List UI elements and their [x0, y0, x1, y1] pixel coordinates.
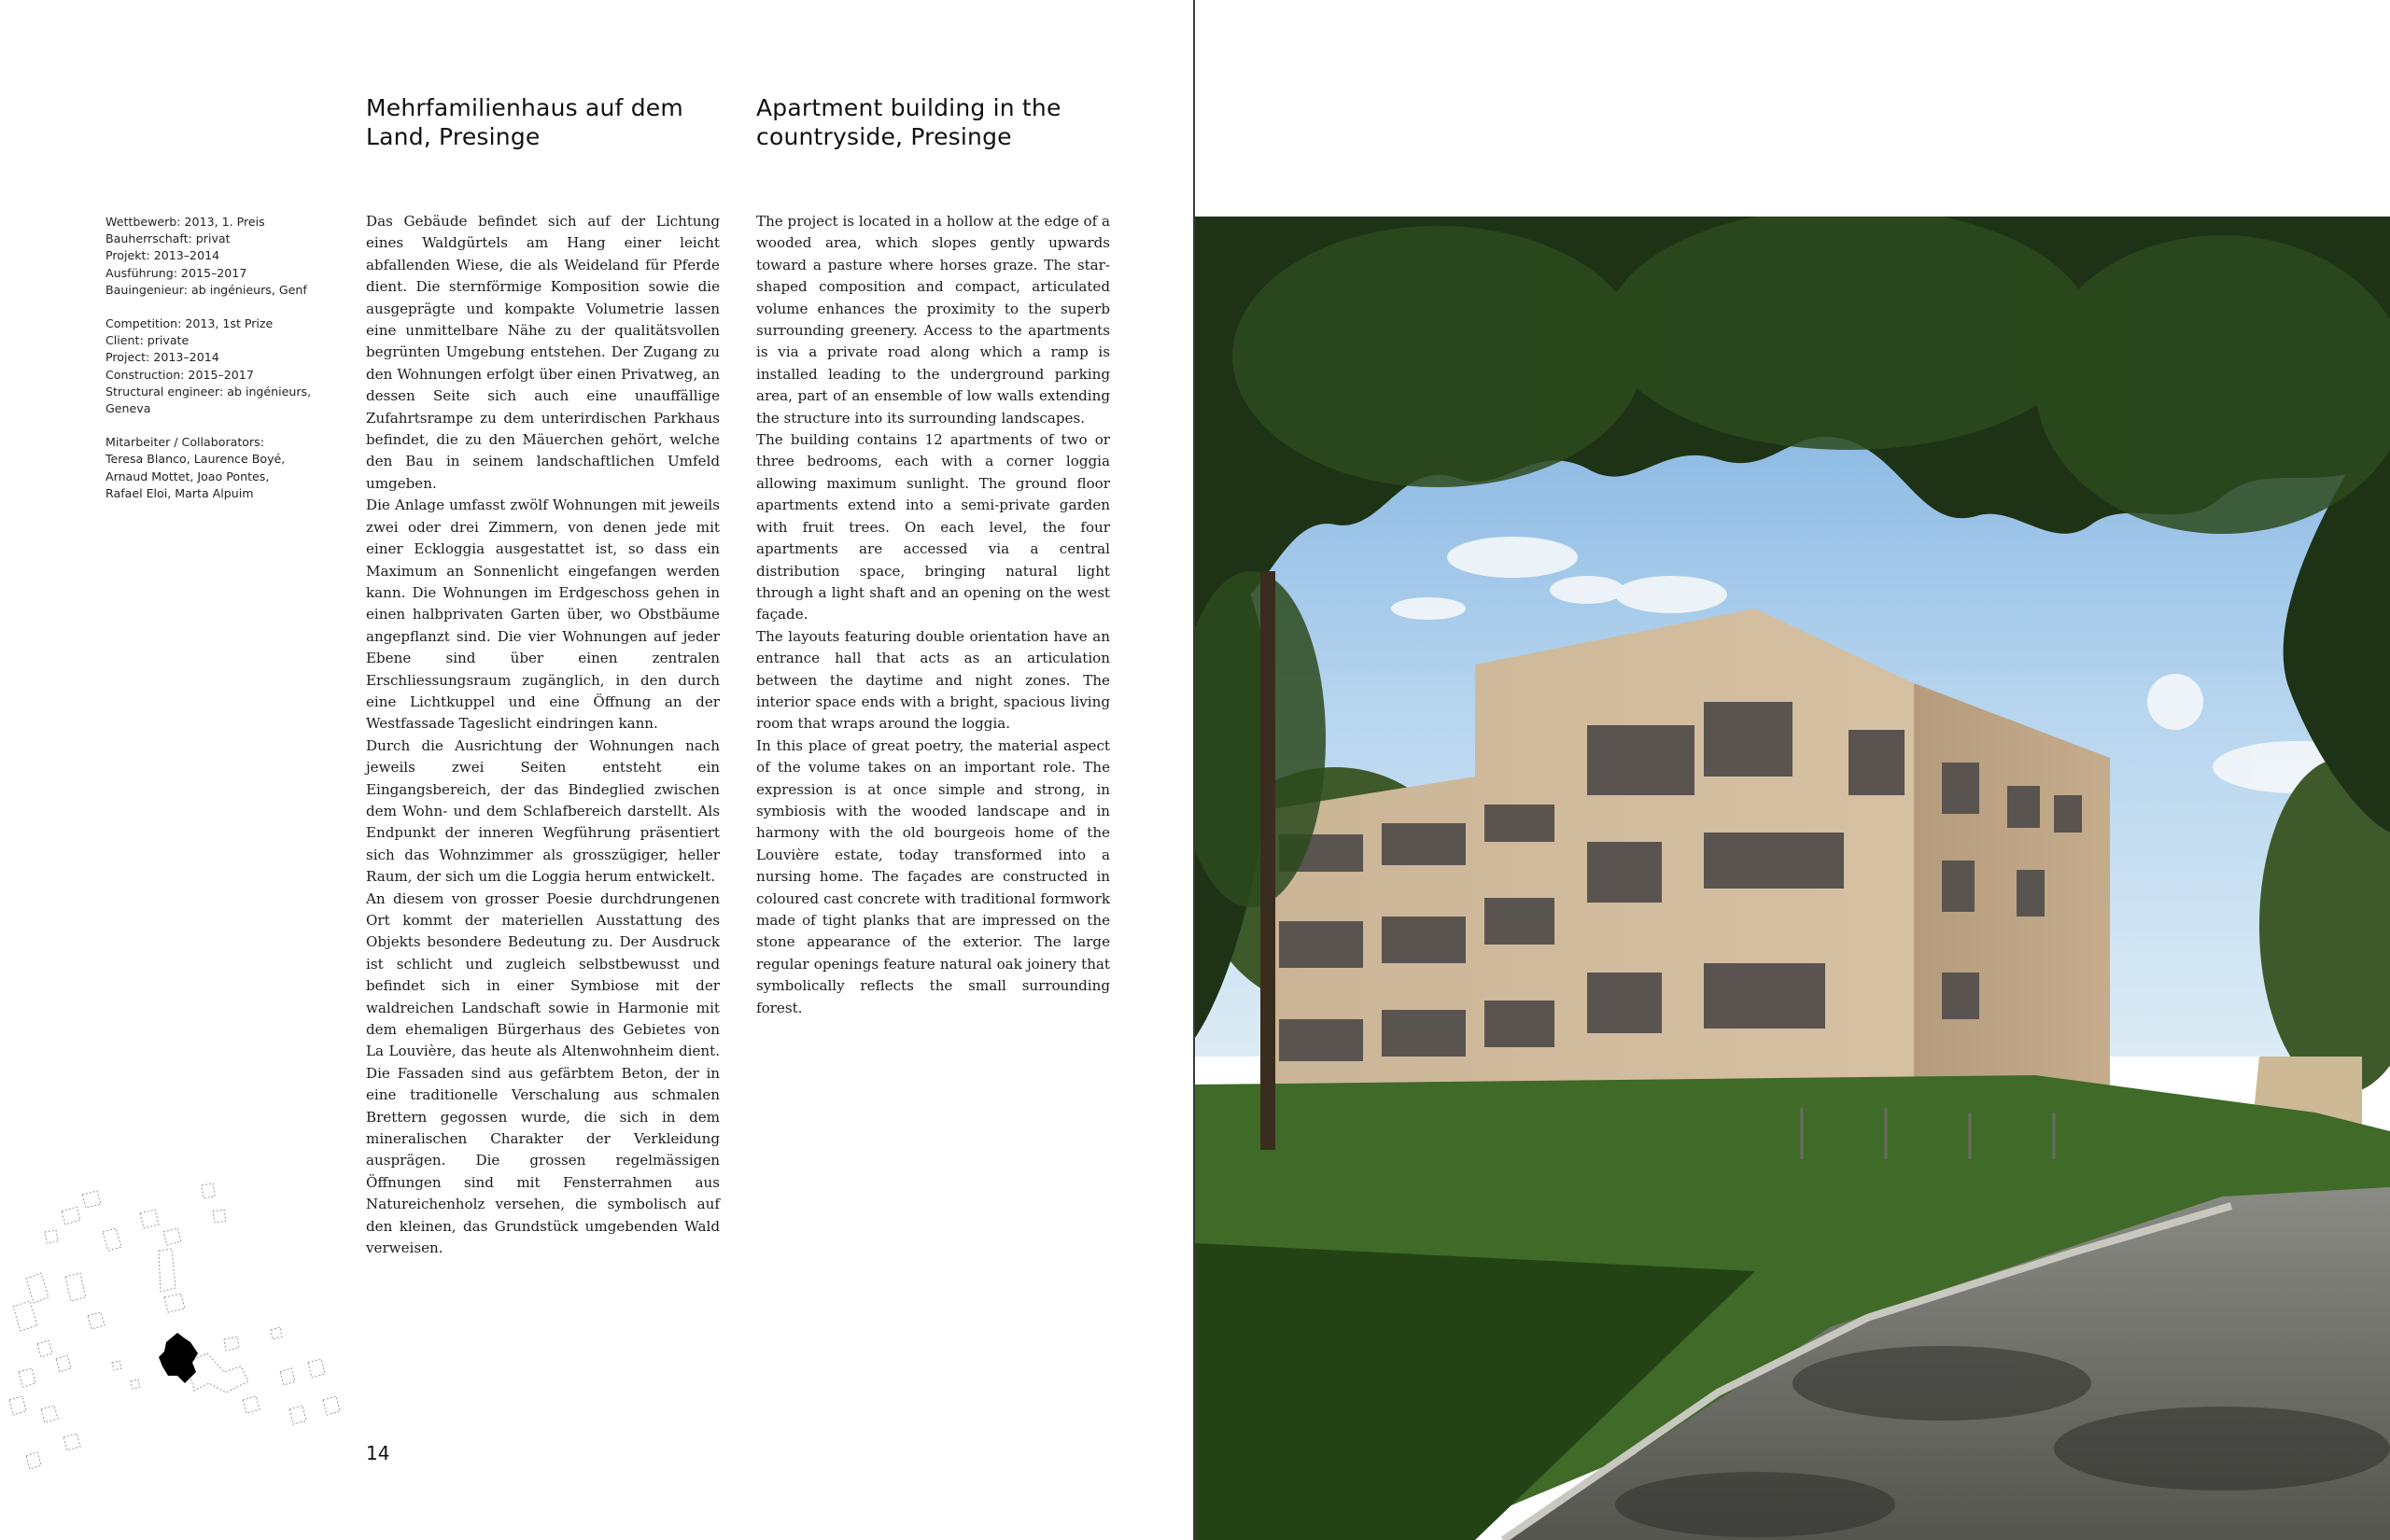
- title-german: Mehrfamilienhaus auf dem Land, Presinge: [366, 94, 683, 150]
- paragraph: The project is located in a hollow at the edge of a wooded area, which slopes gently upwards toward a pasture where horses graze. The star-shaped composition and compact, articulated volume enhances the proximity to the superb surrounding greenery. Access to the apartments is via a private road along which a ramp is installed leading to the underground parking area, part of an ensemble of low walls extending the structure into its surrounding landscapes.: [756, 213, 1110, 427]
- credit-line: Structural engineer: ab ingénieurs,: [105, 384, 312, 399]
- photo-image: [1195, 217, 2390, 1540]
- paragraph: Durch die Ausrichtung der Wohnungen nach jeweils zwei Seiten entsteht ein Eingangsbereich, der das Bindeglied zwischen dem Wohn- und dem Schlafbereich darstellt. Als Endpunkt der inneren Wegführung präsentiert sich das Wohnzimmer als grosszügiger, heller Raum, der sich um die Loggia herum entwickelt.: [366, 736, 720, 886]
- credit-line: Ausführung: 2015–2017: [105, 265, 247, 280]
- credits-german: [105, 214, 330, 299]
- paragraph: The layouts featuring double orientation have an entrance hall that acts as an articulation between the daytime and night zones. The interior space ends with a bright, spacious living room that wraps around the loggia.: [756, 627, 1110, 733]
- page-number: 14: [366, 1442, 390, 1464]
- title-english: Apartment building in the countryside, Presinge: [756, 94, 1061, 150]
- project-credits: [105, 214, 330, 519]
- credit-line: Geneva: [105, 401, 151, 416]
- credits-collaborators: [105, 434, 330, 502]
- paragraph: Das Gebäude befindet sich auf der Lichtung eines Waldgürtels am Hang einer leicht abfallenden Wiese, die als Weideland für Pferde dient. Die sternförmige Komposition sowie die ausgeprägte und kompakte Volumetrie lassen eine unmittelbare Nähe zu der qualitätsvollen begrünten Umgebung entstehen. Der Zugang zu den Wohnungen erfolgt über einen Privatweg, an dessen Seite sich auch eine unauffällige Zufahrtsrampe zu dem unterirdischen Parkhaus befindet, die zu den Mäuerchen gehört, welche den Bau in seinem landschaftlichen Umfeld umgeben.: [366, 213, 720, 492]
- paragraph: The building contains 12 apartments of two or three bedrooms, each with a corner loggia allowing maximum sunlight. The ground floor apartments extend into a semi-private garden with fruit trees. On each level, the four apartments are accessed via a central distribution space, bringing natural light through a light shaft and an opening on the west façade.: [756, 431, 1110, 623]
- credit-line: Arnaud Mottet, Joao Pontes,: [105, 469, 270, 483]
- credit-line: Project: 2013–2014: [105, 350, 219, 365]
- paragraph: Die Anlage umfasst zwölf Wohnungen mit jeweils zwei oder drei Zimmern, von denen jede mit einer Eckloggia ausgestattet ist, so dass ein Maximum an Sonnenlicht eingefangen werden kann. Die Wohnungen im Erdgeschoss gehen in einen halbprivaten Garten über, wo Obstbäume angepflanzt sind. Die vier Wohnungen auf jeder Ebene sind über einen zentralen Erschliessungsraum zugänglich, in den durch eine Lichtkuppel und eine Öffnung an der Westfassade Tageslicht eindringen kann.: [366, 497, 720, 733]
- credit-line: Bauherrschaft: privat: [105, 231, 231, 246]
- credit-line: Construction: 2015–2017: [105, 367, 254, 382]
- credits-english: [105, 315, 330, 417]
- body-text-english: [756, 211, 1110, 1019]
- paragraph: An diesem von grosser Poesie durchdrungenen Ort kommt der materiellen Ausstattung des Objekts besondere Bedeutung zu. Der Ausdruck ist schlicht und zugleich selbstbewusst und befindet sich in einer Symbiose mit der waldreichen Landschaft sowie in Harmonie mit dem ehemaligen Bürgerhaus des Gebietes von La Louvière, das heute als Altenwohnheim dient. Die Fassaden sind aus gefärbtem Beton, der in eine traditionelle Verschalung aus schmalen Brettern gegossen wurde, die sich in dem mineralischen Charakter der Verkleidung ausprägen. Die grossen regelmässigen Öffnungen sind mit Fensterrahmen aus Natureichenholz versehen, die symbolisch auf den kleinen, das Grundstück umgebenden Wald verweisen.: [366, 889, 720, 1257]
- paragraph: In this place of great poetry, the material aspect of the volume takes on an important role. The expression is at once simple and strong, in symbiosis with the wooded landscape and in harmony with the old bourgeois home of the Louvière estate, today transformed into a nursing home. The façades are constructed in coloured cast concrete with traditional formwork made of tight planks that are impressed on the stone appearance of the exterior. The large regular openings feature natural oak joinery that symbolically reflects the small surrounding forest.: [756, 736, 1110, 1016]
- credit-line: Teresa Blanco, Laurence Boyé,: [105, 452, 286, 467]
- credit-line: Projekt: 2013–2014: [105, 248, 220, 263]
- credit-line: Client: private: [105, 333, 190, 348]
- credit-line: Rafael Eloi, Marta Alpuim: [105, 485, 254, 500]
- credit-line: Competition: 2013, 1st Prize: [105, 316, 274, 331]
- credit-line: Bauingenieur: ab ingénieurs, Genf: [105, 282, 307, 297]
- body-text-german: [366, 211, 720, 1260]
- credit-line: Mitarbeiter / Collaborators:: [105, 435, 264, 450]
- building-photograph: [1195, 217, 2390, 1540]
- site-plan: [0, 1176, 345, 1521]
- credit-line: Wettbewerb: 2013, 1. Preis: [105, 215, 265, 229]
- building-footprint: [159, 1333, 198, 1383]
